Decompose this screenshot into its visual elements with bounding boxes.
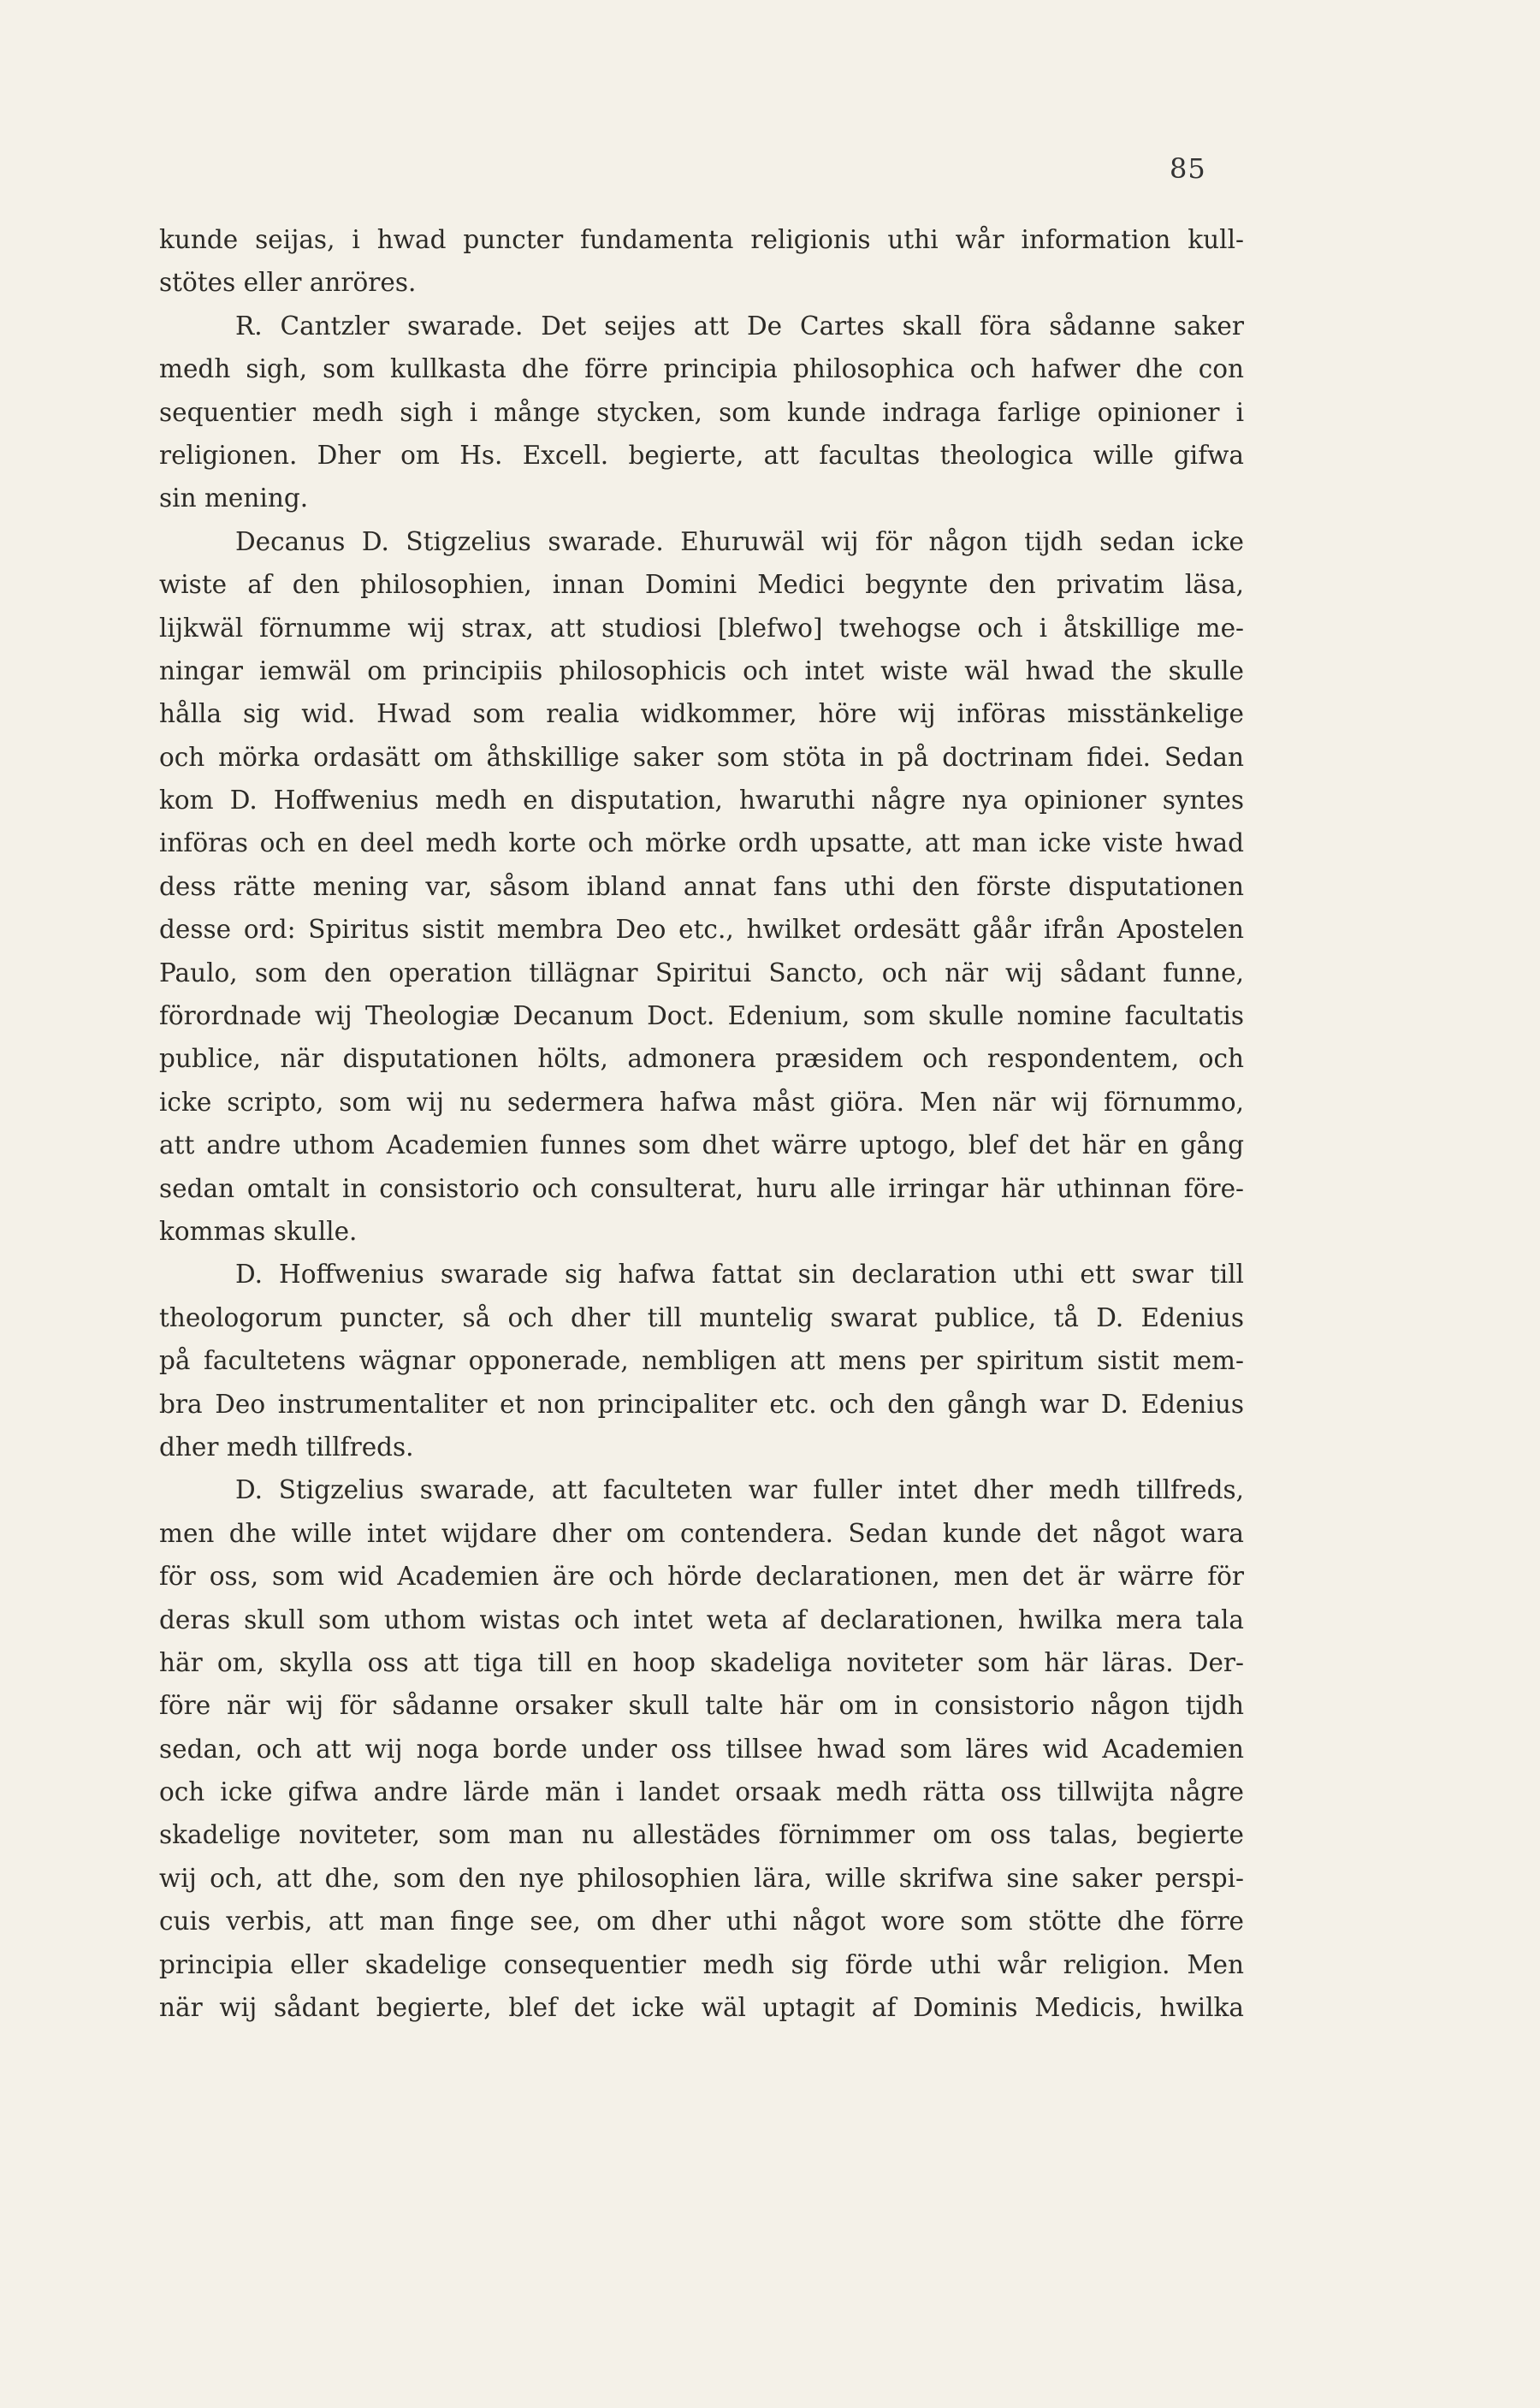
text-line: förordnade wij Theologiæ Decanum Doct. Edenium, som skulle nomine facultatis [159, 1001, 1244, 1031]
text-line: Decanus D. Stigzelius swarade. Ehuruwäl wij för någon tijdh sedan icke [235, 526, 1244, 556]
text-line: och mörka ordasätt om åthskillige saker som stöta in på doctrinam fidei. Sedan [159, 742, 1244, 772]
text-line: R. Cantzler swarade. Det seijes att De Cartes skall föra sådanne saker [235, 311, 1244, 341]
text-line: att andre uthom Academien funnes som dhet wärre uptogo, blef det här en gång [159, 1130, 1244, 1160]
text-line: men dhe wille intet wijdare dher om contendera. Sedan kunde det något wara [159, 1518, 1244, 1548]
text-line: medh sigh, som kullkasta dhe förre principia philosophica och hafwer dhe con [159, 354, 1244, 384]
text-line: D. Stigzelius swarade, att faculteten war fuller intet dher medh tillfreds, [235, 1475, 1244, 1505]
text-line: desse ord: Spiritus sistit membra Deo etc., hwilket ordesätt gåår ifrån Apostelen [159, 915, 1244, 945]
text-line: kom D. Hoffwenius medh en disputation, hwaruthi någre nya opinioner syntes [159, 786, 1244, 816]
text-line: wij och, att dhe, som den nye philosophien lära, wille skrifwa sine saker perspi- [159, 1863, 1244, 1893]
text-line: skadelige noviteter, som man nu allestädes förnimmer om oss talas, begierte [159, 1820, 1244, 1850]
text-line: religionen. Dher om Hs. Excell. begierte, att facultas theologica wille gifwa [159, 440, 1244, 470]
text-line: när wij sådant begierte, blef det icke wäl uptagit af Dominis Medicis, hwilka [159, 1993, 1244, 2023]
text-line: dess rätte mening var, såsom ibland annat fans uthi den förste disputationen [159, 871, 1244, 901]
text-line: sedan, och att wij noga borde under oss tillsee hwad som läres wid Academien [159, 1734, 1244, 1764]
text-line: sin mening. [159, 483, 309, 513]
text-line: theologorum puncter, så och dher till muntelig swarat publice, tå D. Edenius [159, 1302, 1244, 1332]
text-line: principia eller skadelige consequentier medh sig förde uthi wår religion. Men [159, 1949, 1244, 1979]
text-line: ningar iemwäl om principiis philosophicis och intet wiste wäl hwad the skulle [159, 655, 1244, 685]
text-line: dher medh tillfreds. [159, 1432, 414, 1462]
text-line: här om, skylla oss att tiga till en hoop skadeliga noviteter som här läras. Der- [159, 1647, 1244, 1677]
text-line: kommas skulle. [159, 1216, 358, 1246]
text-line: cuis verbis, att man finge see, om dher uthi något wore som stötte dhe förre [159, 1907, 1244, 1936]
text-line: sedan omtalt in consistorio och consulterat, huru alle irringar här uthinnan före- [159, 1173, 1244, 1203]
text-line: D. Hoffwenius swarade sig hafwa fattat sin declaration uthi ett swar till [235, 1260, 1244, 1290]
text-line: wiste af den philosophien, innan Domini Medici begynte den privatim läsa, [159, 570, 1244, 600]
text-line: hålla sig wid. Hwad som realia widkommer, höre wij införas misstänkelige [159, 699, 1244, 729]
text-line: sequentier medh sigh i månge stycken, som kunde indraga farlige opinioner i [159, 397, 1244, 427]
text-line: icke scripto, som wij nu sedermera hafwa måst giöra. Men när wij förnummo, [159, 1087, 1244, 1117]
text-line: och icke gifwa andre lärde män i landet orsaak medh rätta oss tillwijta någre [159, 1777, 1244, 1807]
text-line: kunde seijas, i hwad puncter fundamenta religionis uthi wår information kull- [159, 225, 1244, 254]
text-line: stötes eller anröres. [159, 268, 417, 298]
page-number: 85 [1170, 152, 1206, 185]
text-line: Paulo, som den operation tillägnar Spiritui Sancto, och när wij sådant funne, [159, 958, 1244, 988]
text-line: på facultetens wägnar opponerade, nembligen att mens per spiritum sistit mem- [159, 1346, 1244, 1376]
text-line: införas och en deel medh korte och mörke ordh upsatte, att man icke viste hwad [159, 828, 1244, 858]
text-line: deras skull som uthom wistas och intet weta af declarationen, hwilka mera tala [159, 1604, 1244, 1634]
text-line: publice, när disputationen hölts, admonera præsidem och respondentem, och [159, 1044, 1244, 1074]
text-line: för oss, som wid Academien äre och hörde declarationen, men det är wärre för [159, 1562, 1244, 1592]
text-line: bra Deo instrumentaliter et non principaliter etc. och den gångh war D. Edenius [159, 1389, 1244, 1419]
body-text [159, 218, 1244, 2029]
text-line: före när wij för sådanne orsaker skull talte här om in consistorio någon tijdh [159, 1691, 1244, 1721]
text-line: lijkwäl förnumme wij strax, att studiosi [blefwo] twehogse och i åtskillige me- [159, 613, 1244, 643]
